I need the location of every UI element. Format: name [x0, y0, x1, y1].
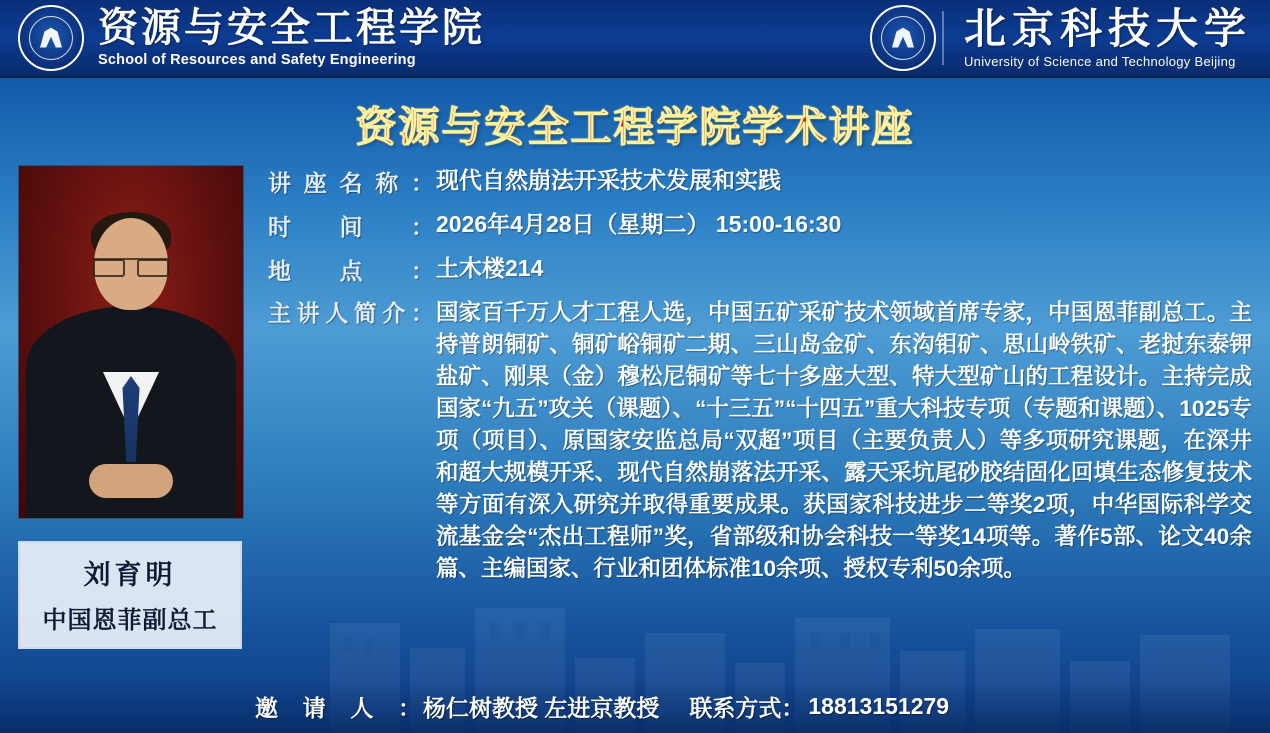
university-cn-title: 北京科技大学	[963, 5, 1252, 53]
time-value: 2026年4月28日（星期二） 15:00-16:30	[436, 211, 842, 237]
speaker-column	[18, 165, 250, 649]
bio-label: 主讲人简介 ：	[268, 297, 436, 330]
contact-value: 18813151279	[808, 692, 950, 719]
school-en-title: School of Resources and Safety Engineering	[98, 52, 416, 69]
header-left-titles	[98, 7, 485, 68]
glasses-icon	[93, 258, 169, 274]
lecture-name-row	[268, 165, 1252, 198]
contact-label: 联系方式 ：	[689, 690, 804, 723]
page-title: 资源与安全工程学院学术讲座	[355, 104, 915, 150]
time-row	[268, 209, 1252, 242]
ustb-crest-icon	[870, 5, 936, 71]
header-right-titles	[964, 7, 1252, 69]
place-label: 地点 ：	[268, 253, 436, 286]
time-label: 时间 ：	[268, 209, 436, 242]
rsse-crest-icon	[18, 5, 84, 71]
portrait-hands	[89, 464, 173, 498]
poster-header	[0, 0, 1270, 78]
speaker-portrait-photo	[18, 165, 244, 519]
inviter-value: 杨仁树教授 左进京教授	[423, 694, 660, 721]
bio-value: 国家百千万人才工程人选，中国五矿采矿技术领域首席专家，中国恩菲副总工。主持普朗铜矿、铜矿峪铜矿二期、三山岛金矿、东沟钼矿、思山岭铁矿、老挝东泰钾盐矿、刚果（金）穆松尼铜矿等七十多座大型、特大型矿山的工程设计。主持完成国家“九五”攻关（课题）、“十三五”“十四五”重大科技专项（专题和课题）、1025专项（项目）、原国家安监总局“双超”项目（主要负责人）等多项研究课题，在深井和超大规模开采、现代自然崩落法开采、露天采坑尾砂胶结固化回填生态修复技术等方面有深入研究并取得重要成果。获国家科技进步二等奖2项，中华国际科学交流基金会“杰出工程师”奖，省部级和协会科技一等奖14项等。著作5部、论文40余篇、主编国家、行业和团体标准10余项、授权专利50余项。	[436, 300, 1252, 581]
inviter-label: 邀请人 ：	[255, 690, 423, 723]
details-column	[250, 165, 1252, 649]
place-row	[268, 253, 1252, 286]
header-right-branding	[870, 5, 1252, 71]
school-cn-title: 资源与安全工程学院	[98, 6, 485, 51]
header-divider	[942, 11, 944, 65]
lecture-name-value: 现代自然崩法开采技术发展和实践	[436, 167, 781, 193]
poster-content	[0, 153, 1270, 649]
header-left-branding	[18, 5, 485, 71]
speaker-name-box	[18, 541, 242, 649]
lecture-name-label: 讲座名称 ：	[268, 165, 436, 198]
place-value: 土木楼214	[436, 255, 544, 281]
speaker-name: 刘育明	[83, 560, 177, 590]
bio-row	[268, 297, 1252, 584]
poster-footer	[0, 679, 1270, 733]
university-en-title: University of Science and Technology Beijing	[963, 54, 1236, 70]
speaker-role: 中国恩菲副总工	[42, 608, 218, 634]
